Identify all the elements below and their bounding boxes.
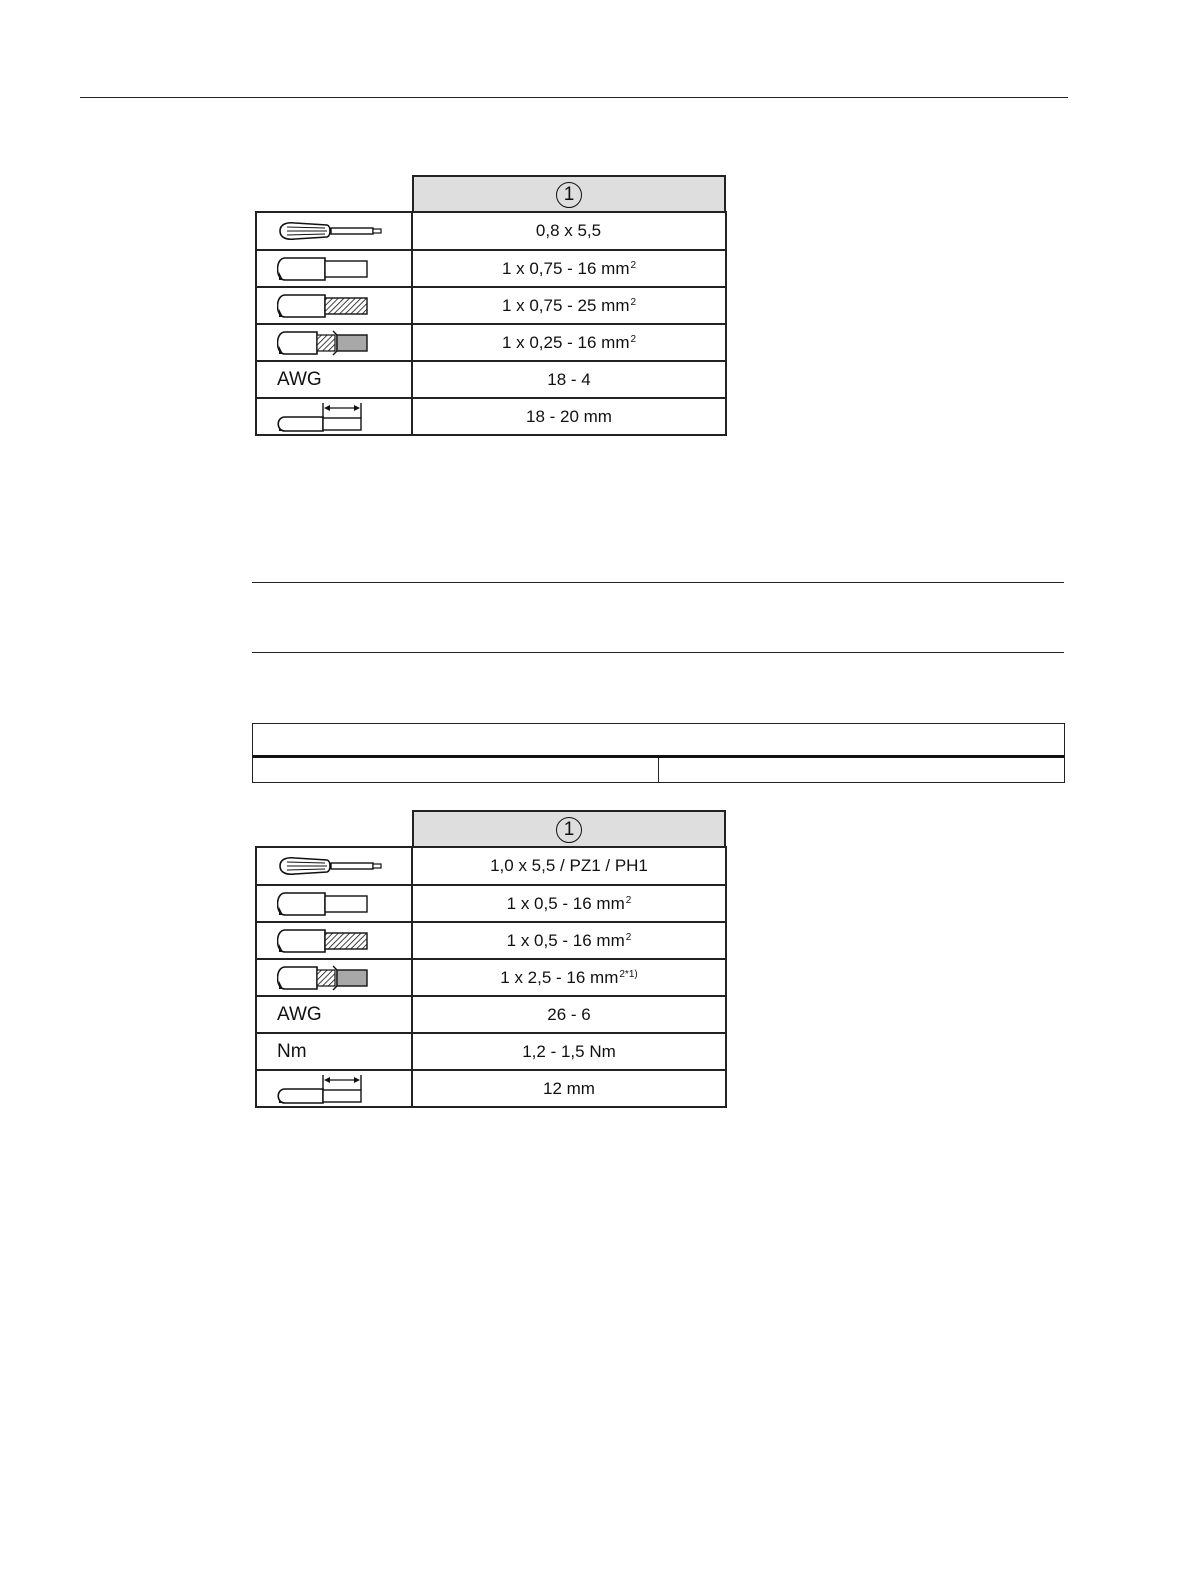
header-rule <box>80 97 1068 98</box>
spec-value: 1 x 0,75 - 25 mm $^2$ <box>501 295 637 315</box>
callout-marker: 1 <box>556 817 582 843</box>
table-body <box>255 846 727 1108</box>
table-row <box>257 1069 725 1106</box>
spec-value: 18 - 20 mm <box>526 406 612 426</box>
screwdriver-icon <box>257 213 413 249</box>
callout-marker: 1 <box>556 182 582 208</box>
awg-label: AWG <box>257 362 413 397</box>
stranded-conductor-icon <box>257 923 413 958</box>
ferrule-conductor-icon <box>257 960 413 995</box>
table-row <box>257 286 725 323</box>
spec-value: 12 mm <box>543 1078 595 1098</box>
table-row <box>257 213 725 249</box>
table-row <box>257 921 725 958</box>
ferrule-conductor-icon <box>257 325 413 360</box>
spec-value: 18 - 4 <box>547 369 591 389</box>
screwdriver-icon <box>257 848 413 884</box>
empty-info-table <box>252 723 1065 783</box>
solid-conductor-icon <box>257 251 413 286</box>
table-header-cell <box>412 175 726 212</box>
table-row <box>257 995 725 1032</box>
table-row <box>257 323 725 360</box>
stranded-conductor-icon <box>257 288 413 323</box>
torque-label: Nm <box>257 1034 413 1069</box>
strip-length-icon <box>257 1071 413 1106</box>
awg-label: AWG <box>257 997 413 1032</box>
table-row <box>257 1032 725 1069</box>
table-row <box>257 958 725 995</box>
table-header-cell <box>412 810 726 847</box>
table-row <box>257 249 725 286</box>
spec-value: 1 x 0,25 - 16 mm $^2$ <box>501 332 637 352</box>
info-table-cell <box>659 758 1064 783</box>
table-row <box>257 884 725 921</box>
section-rule-bottom <box>252 652 1064 653</box>
spec-value: 1,0 x 5,5 / PZ1 / PH1 <box>490 856 648 875</box>
solid-conductor-icon <box>257 886 413 921</box>
spec-value: 1 x 0,5 - 16 mm $^2$ <box>506 893 632 913</box>
table-row <box>257 360 725 397</box>
spec-value: 0,8 x 5,5 <box>535 221 602 240</box>
spec-value: 1 x 0,5 - 16 mm $^2$ <box>506 930 632 950</box>
spec-value: 1 x 0,75 - 16 mm $^2$ <box>501 258 637 278</box>
strip-length-icon <box>257 399 413 434</box>
info-table-header <box>253 724 1064 758</box>
info-table-cell <box>253 758 659 783</box>
spec-value: 26 - 6 <box>547 1004 591 1024</box>
info-table-row <box>253 758 1064 783</box>
table-body <box>255 211 727 436</box>
table-row <box>257 397 725 434</box>
spec-value: 1,2 - 1,5 Nm <box>522 1041 616 1061</box>
spec-value: 1 x 2,5 - 16 mm $^{2*1)}$ <box>500 967 638 987</box>
table-row <box>257 848 725 884</box>
section-rule-top <box>252 582 1064 583</box>
